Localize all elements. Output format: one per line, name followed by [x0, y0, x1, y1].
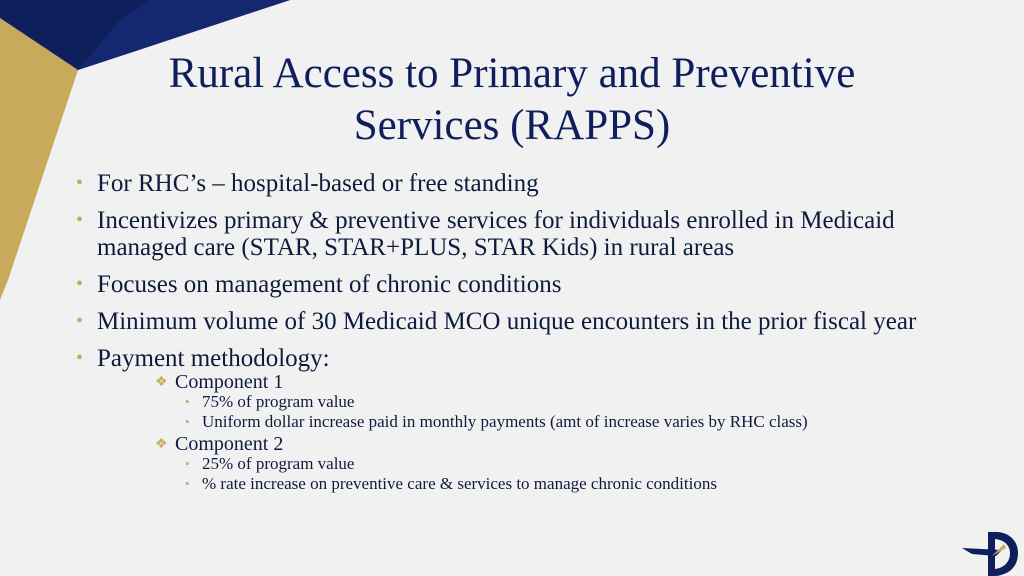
detail-item [182, 392, 956, 412]
detail-text: Uniform dollar increase paid in monthly payments (amt of increase varies by RHC class) [202, 412, 808, 431]
title-line-2: Services (RAPPS) [353, 102, 671, 149]
component-detail-list [175, 454, 956, 494]
diamond-cluster-icon: ❖ [155, 437, 166, 452]
bullet-dot-icon: • [76, 209, 84, 231]
organization-logo-icon [962, 526, 1020, 576]
list-item [76, 345, 956, 494]
bullet-list [76, 170, 956, 498]
list-item [76, 170, 956, 197]
bullet-dot-icon: • [76, 172, 84, 194]
page-title [0, 48, 1024, 152]
bullet-dot-icon: • [76, 273, 84, 295]
bullet-dot-icon: • [76, 347, 84, 369]
list-item [76, 308, 956, 335]
list-item-text: Incentivizes primary & preventive services for individuals enrolled in Medicaid managed care (STAR, STAR+PLUS, STAR Kids) in rural areas [97, 207, 895, 261]
component-list [97, 372, 956, 494]
title-line-1: Rural Access to Primary and Preventive [168, 50, 856, 97]
bullet-dot-icon: • [185, 394, 190, 409]
detail-text: 25% of program value [202, 454, 355, 473]
component-label: Component 1 [175, 371, 284, 393]
list-item-text: For RHC’s – hospital-based or free standing [97, 170, 539, 197]
detail-text: 75% of program value [202, 392, 355, 411]
diamond-cluster-icon: ❖ [155, 375, 166, 390]
detail-item [182, 412, 956, 432]
list-item-text: Minimum volume of 30 Medicaid MCO unique encounters in the prior fiscal year [97, 308, 917, 335]
component-item [155, 372, 956, 432]
list-item [76, 271, 956, 298]
bullet-dot-icon: • [76, 310, 84, 332]
detail-item [182, 454, 956, 474]
component-item [155, 434, 956, 494]
bullet-dot-icon: • [185, 414, 190, 429]
component-label: Component 2 [175, 433, 284, 455]
list-item [76, 207, 956, 261]
bullet-dot-icon: • [185, 476, 190, 491]
detail-text: % rate increase on preventive care & services to manage chronic conditions [202, 474, 717, 493]
bullet-dot-icon: • [185, 456, 190, 471]
detail-item [182, 474, 956, 494]
list-item-text: Payment methodology: [97, 345, 330, 372]
list-item-text: Focuses on management of chronic conditions [97, 271, 562, 298]
component-detail-list [175, 392, 956, 432]
